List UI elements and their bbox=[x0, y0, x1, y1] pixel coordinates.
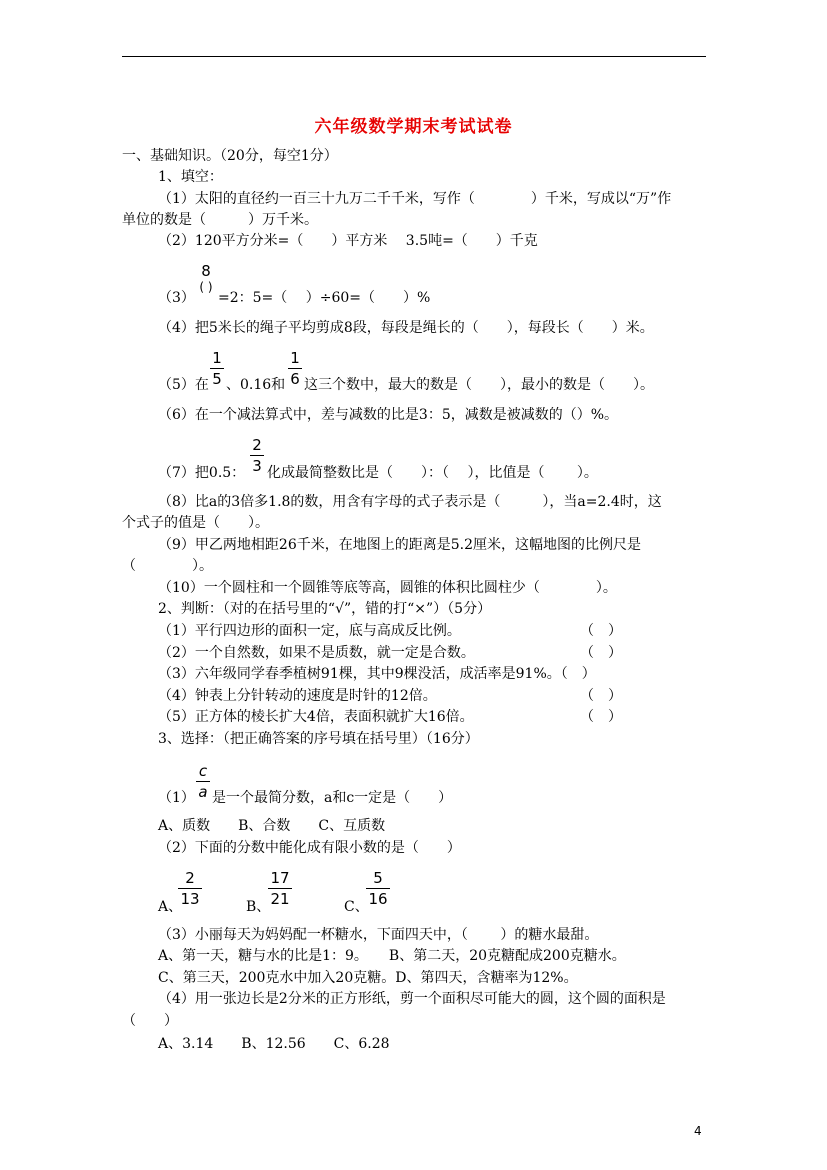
fill-q8-line1: （8）比a的3倍多1.8的数，用含有字母的式子表示是（ ），当a=2.4时，这 bbox=[158, 494, 662, 510]
choice-q2-option-c-label: C、 bbox=[344, 899, 369, 915]
fill-q5-prefix: （5）在 bbox=[158, 377, 209, 393]
fill-q5-middle: 、0.16和 bbox=[226, 377, 286, 393]
choice-q3-options-cd: C、第三天，200克水中加入20克糖。D、第四天，含糖率为12%。 bbox=[158, 970, 578, 986]
fraction-bar bbox=[210, 368, 224, 369]
judge-item-1-bracket: （ ） bbox=[580, 623, 622, 639]
choice-q4-options: A、3.14 B、12.56 C、6.28 bbox=[158, 1036, 390, 1052]
fraction-bar bbox=[250, 455, 264, 456]
section-1-heading: 一、基础知识。（20分，每空1分） bbox=[122, 148, 338, 164]
page-title: 六年级数学期末考试试卷 bbox=[314, 117, 513, 137]
page-number: 4 bbox=[694, 1124, 702, 1138]
choice-q1-options: A、质数 B、合数 C、互质数 bbox=[158, 818, 386, 834]
fill-q9-line2: （ ）。 bbox=[122, 558, 213, 574]
fill-q3-fraction bbox=[196, 262, 216, 294]
fill-q7-fraction bbox=[250, 436, 264, 475]
fraction-bar bbox=[366, 888, 390, 889]
fill-q3-prefix: （3） bbox=[158, 290, 195, 306]
fill-q7-prefix: （7）把0.5： bbox=[158, 465, 246, 481]
fraction-denominator: a bbox=[198, 783, 208, 801]
choice-q1-rest: 是一个最简分数，a和c一定是（ ） bbox=[212, 790, 453, 806]
fraction-denominator: 6 bbox=[290, 370, 300, 388]
fraction-numerator: 2 bbox=[185, 869, 195, 887]
judge-item-3: （3）六年级同学春季植树91棵，其中9棵没活，成活率是91%。（ ） bbox=[158, 666, 596, 682]
fraction-denominator: 3 bbox=[252, 457, 262, 475]
fraction-denominator: 21 bbox=[270, 890, 290, 908]
fill-q8-line2: 个式子的值是（ ）。 bbox=[122, 515, 269, 531]
judge-item-5: （5）正方体的棱长扩大4倍，表面积就扩大16倍。 bbox=[158, 709, 474, 725]
header-rule bbox=[122, 56, 706, 57]
fill-q9-line1: （9）甲乙两地相距26千米，在地图上的距离是5.2厘米，这幅地图的比例尺是 bbox=[158, 537, 641, 553]
judge-item-2: （2）一个自然数，如果不是质数，就一定是合数。 bbox=[158, 645, 475, 661]
judge-heading: 2、判断：（对的在括号里的“√”，错的打“×”）（5分） bbox=[158, 601, 492, 617]
fraction-numerator: c bbox=[198, 762, 208, 780]
fraction-numerator: 17 bbox=[270, 869, 290, 887]
fraction-bar bbox=[178, 888, 202, 889]
fraction-numerator: 1 bbox=[212, 349, 222, 367]
fill-q4: （4）把5米长的绳子平均剪成8段，每段是绳长的（ ），每段长（ ）米。 bbox=[158, 320, 654, 336]
fill-q1-line1: （1）太阳的直径约一百三十九万二千千米，写作（ ）千米，写成以“万”作 bbox=[158, 191, 672, 207]
fill-q5-fraction-2 bbox=[288, 349, 302, 388]
fill-q3-rest: =2：5=（ ）÷60=（ ）% bbox=[218, 290, 431, 306]
fill-q1-line2: 单位的数是（ ）万千米。 bbox=[122, 212, 318, 228]
choice-q2: （2）下面的分数中能化成有限小数的是（ ） bbox=[158, 840, 461, 856]
fraction-bar bbox=[288, 368, 302, 369]
fraction-numerator: 1 bbox=[290, 349, 300, 367]
fraction-denominator: 13 bbox=[180, 890, 200, 908]
judge-item-4: （4）钟表上分针转动的速度是时针的12倍。 bbox=[158, 688, 437, 704]
choice-q2-option-b-fraction bbox=[268, 869, 292, 908]
fill-heading: 1、填空： bbox=[158, 169, 223, 185]
fill-q6: （6）在一个减法算式中，差与减数的比是3：5，减数是被减数的（）%。 bbox=[158, 407, 619, 423]
choice-heading: 3、选择：（把正确答案的序号填在括号里）（16分） bbox=[158, 731, 479, 747]
fraction-bar bbox=[268, 888, 292, 889]
choice-q1-prefix: （1） bbox=[158, 790, 195, 806]
fraction-numerator: 5 bbox=[373, 869, 383, 887]
judge-item-5-bracket: （ ） bbox=[580, 709, 622, 725]
fill-q10: （10）一个圆柱和一个圆锥等底等高，圆锥的体积比圆柱少（ ）。 bbox=[158, 580, 617, 596]
choice-q3: （3）小丽每天为妈妈配一杯糖水，下面四天中，（ ）的糖水最甜。 bbox=[158, 927, 599, 943]
fill-q5-rest: 这三个数中，最大的数是（ ），最小的数是（ ）。 bbox=[304, 377, 654, 393]
choice-q2-option-a-fraction bbox=[178, 869, 202, 908]
judge-item-4-bracket: （ ） bbox=[580, 688, 622, 704]
fraction-denominator: 5 bbox=[212, 370, 222, 388]
fraction-numerator: 8 bbox=[201, 262, 211, 280]
choice-q4-line1: （4）用一张边长是2分米的正方形纸，剪一个面积尽可能大的圆，这个圆的面积是 bbox=[158, 991, 666, 1007]
choice-q2-option-a-label: A、 bbox=[158, 899, 183, 915]
fraction-denominator: 16 bbox=[368, 890, 388, 908]
choice-q2-option-b-label: B、 bbox=[246, 899, 271, 915]
fraction-numerator: 2 bbox=[252, 436, 262, 454]
choice-q2-option-c-fraction bbox=[366, 869, 390, 908]
fraction-bar bbox=[196, 781, 210, 782]
fill-q7-rest: 化成最简整数比是（ ）：（ ），比值是（ ）。 bbox=[267, 465, 598, 481]
judge-item-1: （1）平行四边形的面积一定，底与高成反比例。 bbox=[158, 623, 461, 639]
fraction-denominator: ( ) bbox=[199, 280, 213, 294]
judge-item-2-bracket: （ ） bbox=[580, 645, 622, 661]
choice-q4-line2: （ ） bbox=[122, 1013, 178, 1029]
fill-q2: （2）120平方分米=（ ）平方米 3.5吨=（ ）千克 bbox=[158, 233, 538, 249]
choice-q3-options-ab: A、第一天，糖与水的比是1：9。 B、第二天，20克糖配成200克糖水。 bbox=[158, 948, 626, 964]
choice-q1-fraction bbox=[196, 762, 210, 801]
fill-q5-fraction-1 bbox=[210, 349, 224, 388]
